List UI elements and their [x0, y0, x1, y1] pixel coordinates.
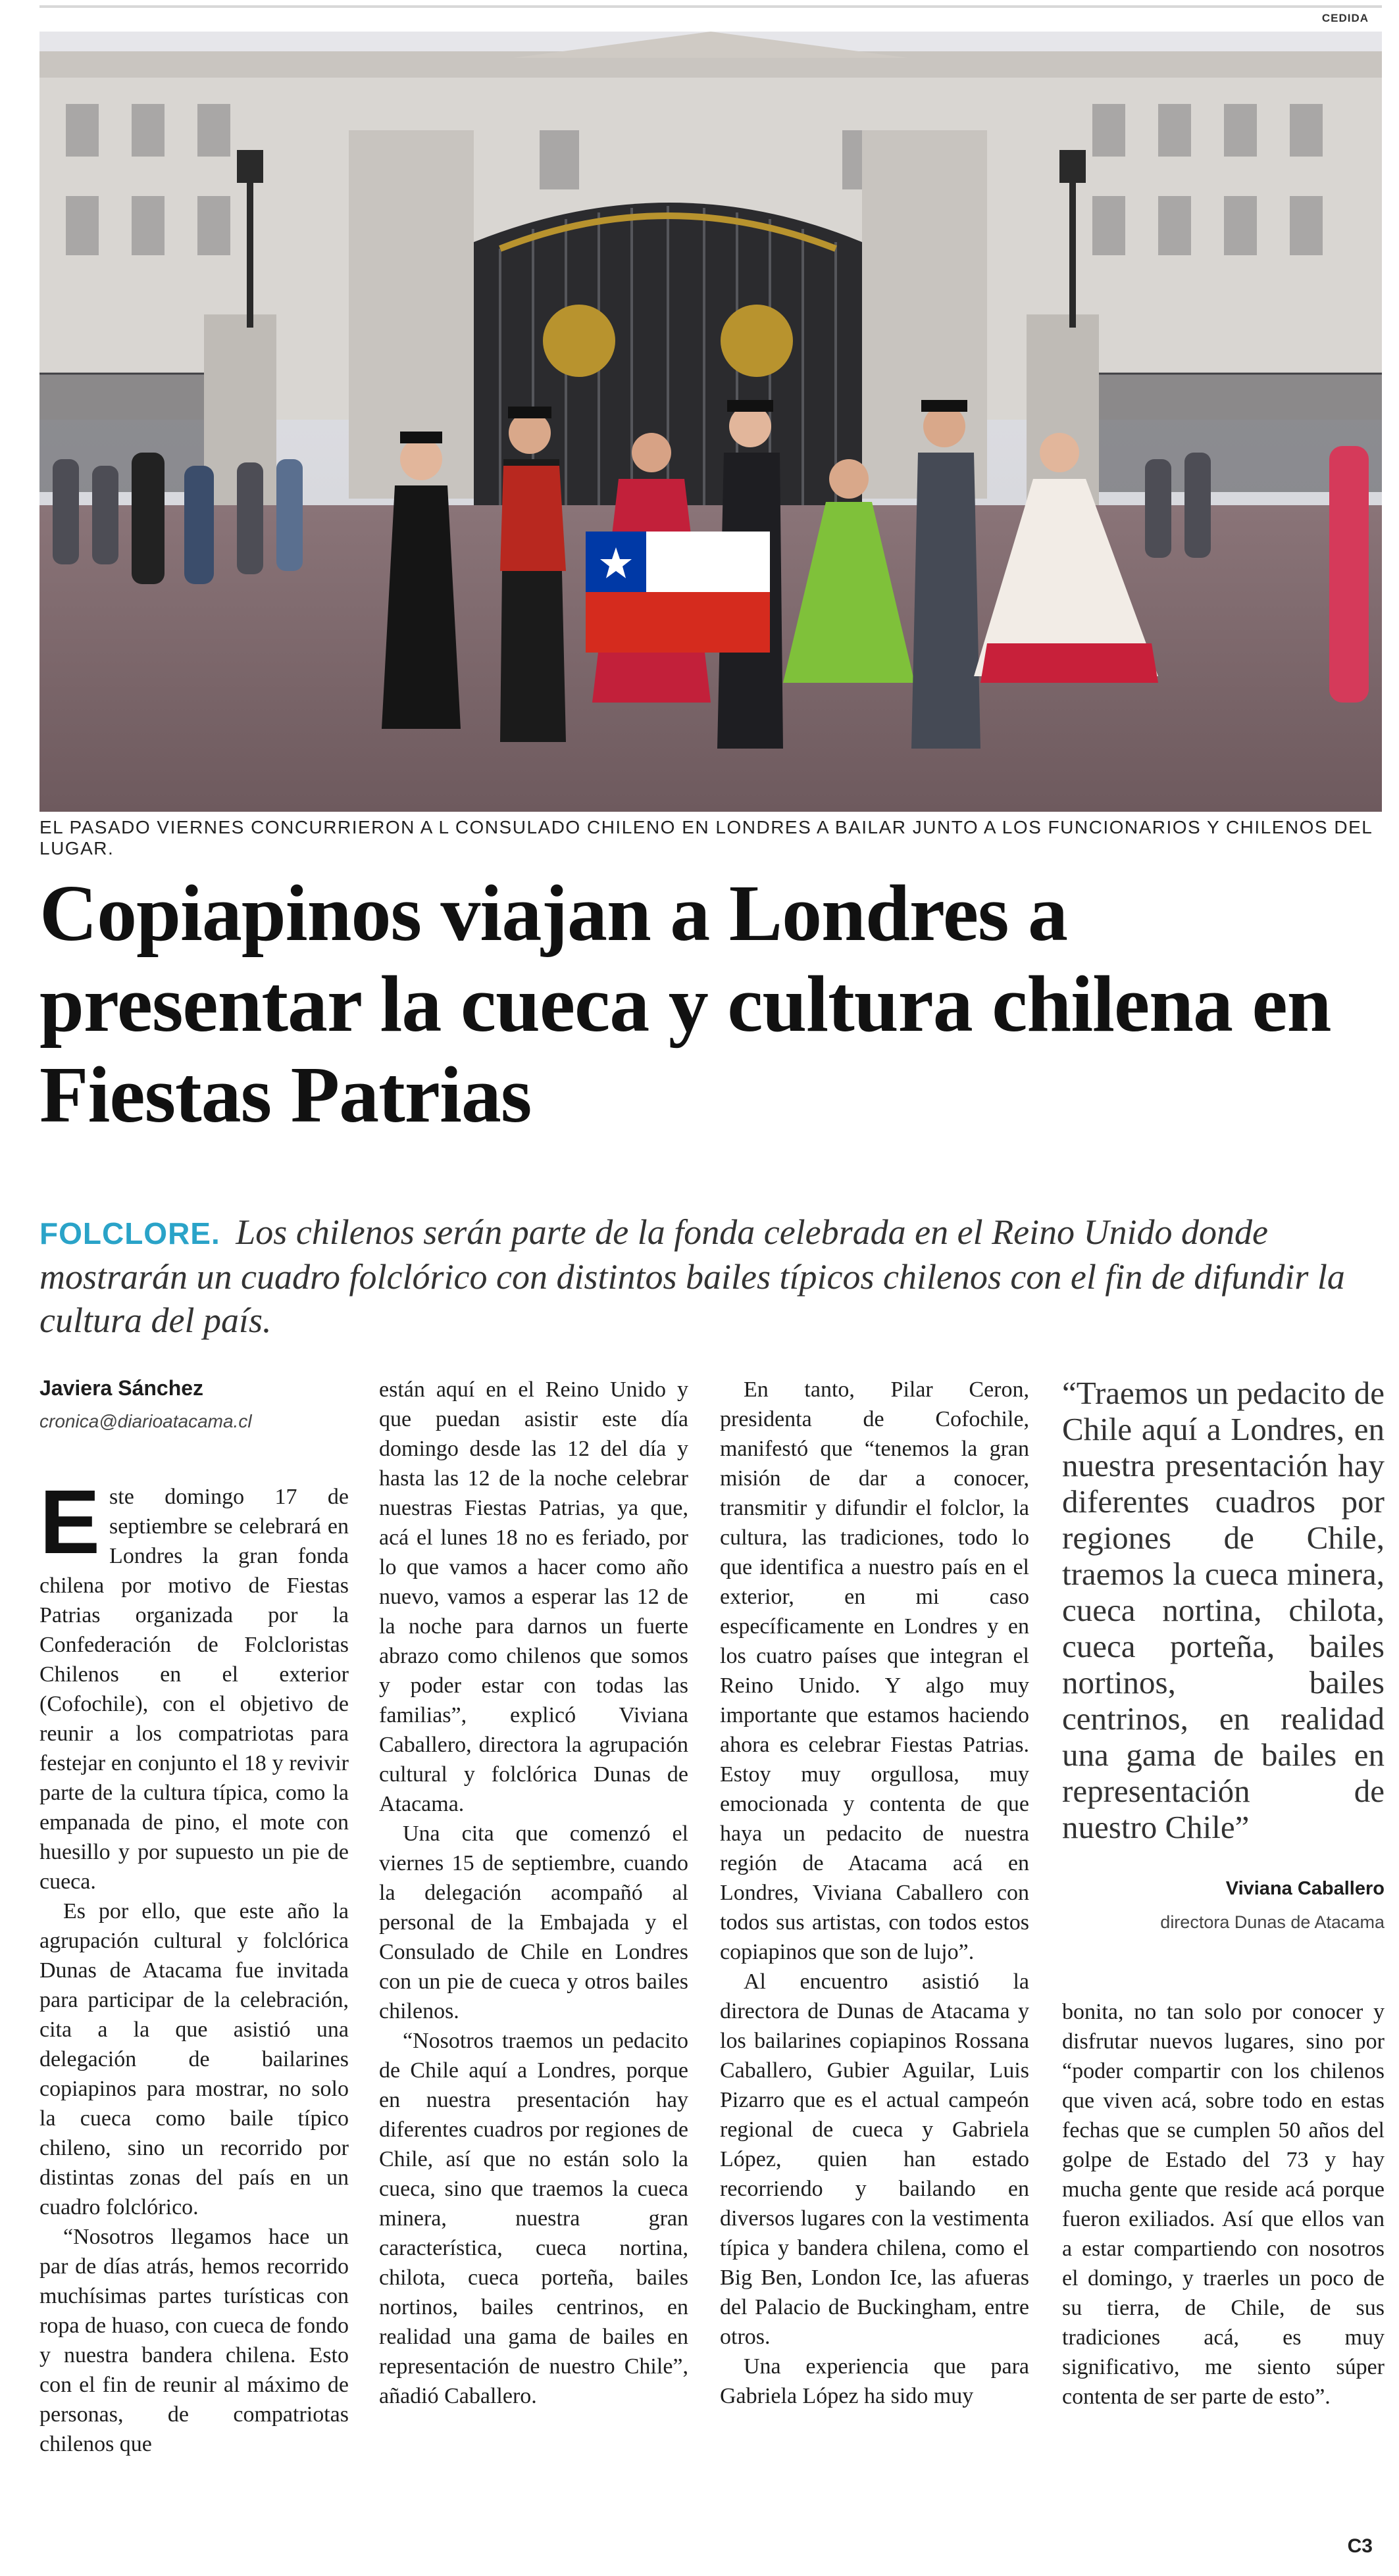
pull-quote: “Traemos un pedacito de Chile aquí a Londres, en nuestra presentación hay diferentes cuadros por regiones de Chile, traemos la cueca minera, cueca nortina, chilota, cueca porteña, bailes nortinos, bailes centrinos, en realidad una gama de bailes en representación de nuestro Chile”	[1062, 1375, 1385, 1845]
paragraph: “Nosotros traemos un pedacito de Chile aquí a Londres, porque en nuestra presentación hay diferentes cuadros por regiones de Chile, así que no están solo la cueca, sino que traemos la cueca minera, nuestra gran característica, cueca nortina, chilota, cueca porteña, bailes nortinos, bailes centrinos, en realidad una gama de bailes en representación de nuestro Chile”, añadió Caballero.	[379, 2029, 688, 2408]
byline-author: Javiera Sánchez	[39, 1376, 204, 1400]
paragraph: están aquí en el Reino Unido y que puedan asistir este día domingo desde las 12 del día y hasta las 12 de la noche celebrar nuestras Fiestas Patrias, ya que, acá el lunes 18 no es feriado, por lo que vamos a hacer como año nuevo, vamos a esperar las 12 de la noche para darnos un fuerte abrazo como chilenos que somos y poder estar con todas las familias”, explicó Viviana Caballero, directora la agrupación cultural y folclórica Dunas de Atacama.	[379, 1377, 688, 1816]
paragraph: bonita, no tan solo por conocer y disfrutar nuevos lugares, sino por “poder compartir con los chilenos que viven acá, sobre todo en estas fechas que se cumplen 50 años del golpe de Estado del 73 y hay mucha gente que reside acá porque fueron exiliados. Así que ellos van a estar compartiendo con nosotros el domingo, y traerles un poco de su tierra, de Chile, de sus tradiciones acá, es muy significativo, me siento súper contenta de ser parte de esto”.	[1062, 2000, 1385, 2409]
top-rule	[39, 5, 1382, 8]
paragraph	[39, 1472, 349, 1896]
paragraph: Una cita que comenzó el viernes 15 de septiembre, cuando la delegación acompañó al personal de la Embajada y el Consulado de Chile en Londres con un pie de cueca y otros bailes chilenos.	[379, 1821, 688, 2023]
lead-paragraph	[39, 1210, 1369, 1342]
paragraph: Es por ello, que este año la agrupación cultural y folclórica Dunas de Atacama fue invitada para participar de la celebración, cita a la que asistió una delegación de bailarines copiapinos para mostrar, no solo la cueca como baile típico chileno, sino un recorrido por distintas zonas del país en un cuadro folclórico.	[39, 1899, 349, 2219]
article-photo	[39, 32, 1382, 812]
paragraph: Una experiencia que para Gabriela López ha sido muy	[720, 2354, 1029, 2408]
photo-credit: CEDIDA	[1321, 12, 1369, 24]
paragraph: En tanto, Pilar Ceron, presidenta de Cofochile, manifestó que “tenemos la gran misión de dar a conocer, transmitir y difundir el folclor, la cultura, las tradiciones, todo lo que identifica a nuestro país en el exterior, en mi caso específicamente en Londres y en los cuatro países que integran el Reino Unido. Y algo muy importante que estamos haciendo ahora es celebrar Fiestas Patrias. Estoy muy orgullosa, muy emocionada y contenta de que haya un pedacito de nuestra región de Atacama acá en Londres, Viviana Caballero con todos sus artistas, con todos estos copiapinos que son de lujo”.	[720, 1377, 1029, 1964]
column-4-body	[1062, 1997, 1385, 2412]
pull-quote-author: Viviana Caballero	[1225, 1878, 1385, 1899]
end-mark: C3	[1347, 2535, 1373, 2557]
paragraph: Al encuentro asistió la directora de Dunas de Atacama y los bailarines copiapinos Rossana Caballero, Gubier Aguilar, Luis Pizarro que es el actual campeón regional de cueca y Gabriela López, quien han estado recorriendo y bailando en diversos lugares con la vestimenta típica y bandera chilena, como el Big Ben, London Ice, las afueras del Palacio de Buckingham, entre otros.	[720, 1969, 1029, 2349]
column-1	[39, 1375, 349, 2459]
pull-quote-role: directora Dunas de Atacama	[1160, 1912, 1385, 1932]
paragraph: “Nosotros llegamos hace un par de días atrás, hemos recorrido muchísimas partes turísticas con ropa de huaso, con cueca de fondo y nuestra bandera chilena. Esto con el fin de reunir al máximo de personas, de compatriotas chilenos que	[39, 2225, 349, 2456]
column-2	[379, 1375, 688, 2411]
column-4-pull-quote	[1062, 1375, 1385, 1937]
column-3	[720, 1375, 1029, 2411]
byline-email[interactable]: cronica@diarioatacama.cl	[39, 1411, 252, 1431]
drop-cap: E	[39, 1472, 101, 1573]
headline: Copiapinos viajan a Londres a presentar la cueca y cultura chilena en Fiestas Patrias	[39, 869, 1331, 1139]
section-kicker: FOLCLORE.	[39, 1216, 220, 1251]
lead-text: Los chilenos serán parte de la fonda celebrada en el Reino Unido donde mostrarán un cuadro folclórico con distintos bailes típicos chilenos con el fin de difundir la cultura del país.	[39, 1212, 1345, 1340]
photo-caption: EL PASADO VIERNES CONCURRIERON A L CONSULADO CHILENO EN LONDRES A BAILAR JUNTO A LOS FUNCIONARIOS Y CHILENOS DEL LUGAR.	[39, 817, 1373, 858]
paragraph-text: ste domingo 17 de septiembre se celebrará en Londres la gran fonda chilena por motivo de Fiestas Patrias organizada por la Confederación de Folcloristas Chilenos en el exterior (Cofochile), con el objetivo de reunir a los compatriotas para festejar en conjunto el 18 y revivir parte de la cultura típica, como la empanada de pino, el mote con huesillo y por supuesto un pie de cueca.	[39, 1485, 349, 1894]
